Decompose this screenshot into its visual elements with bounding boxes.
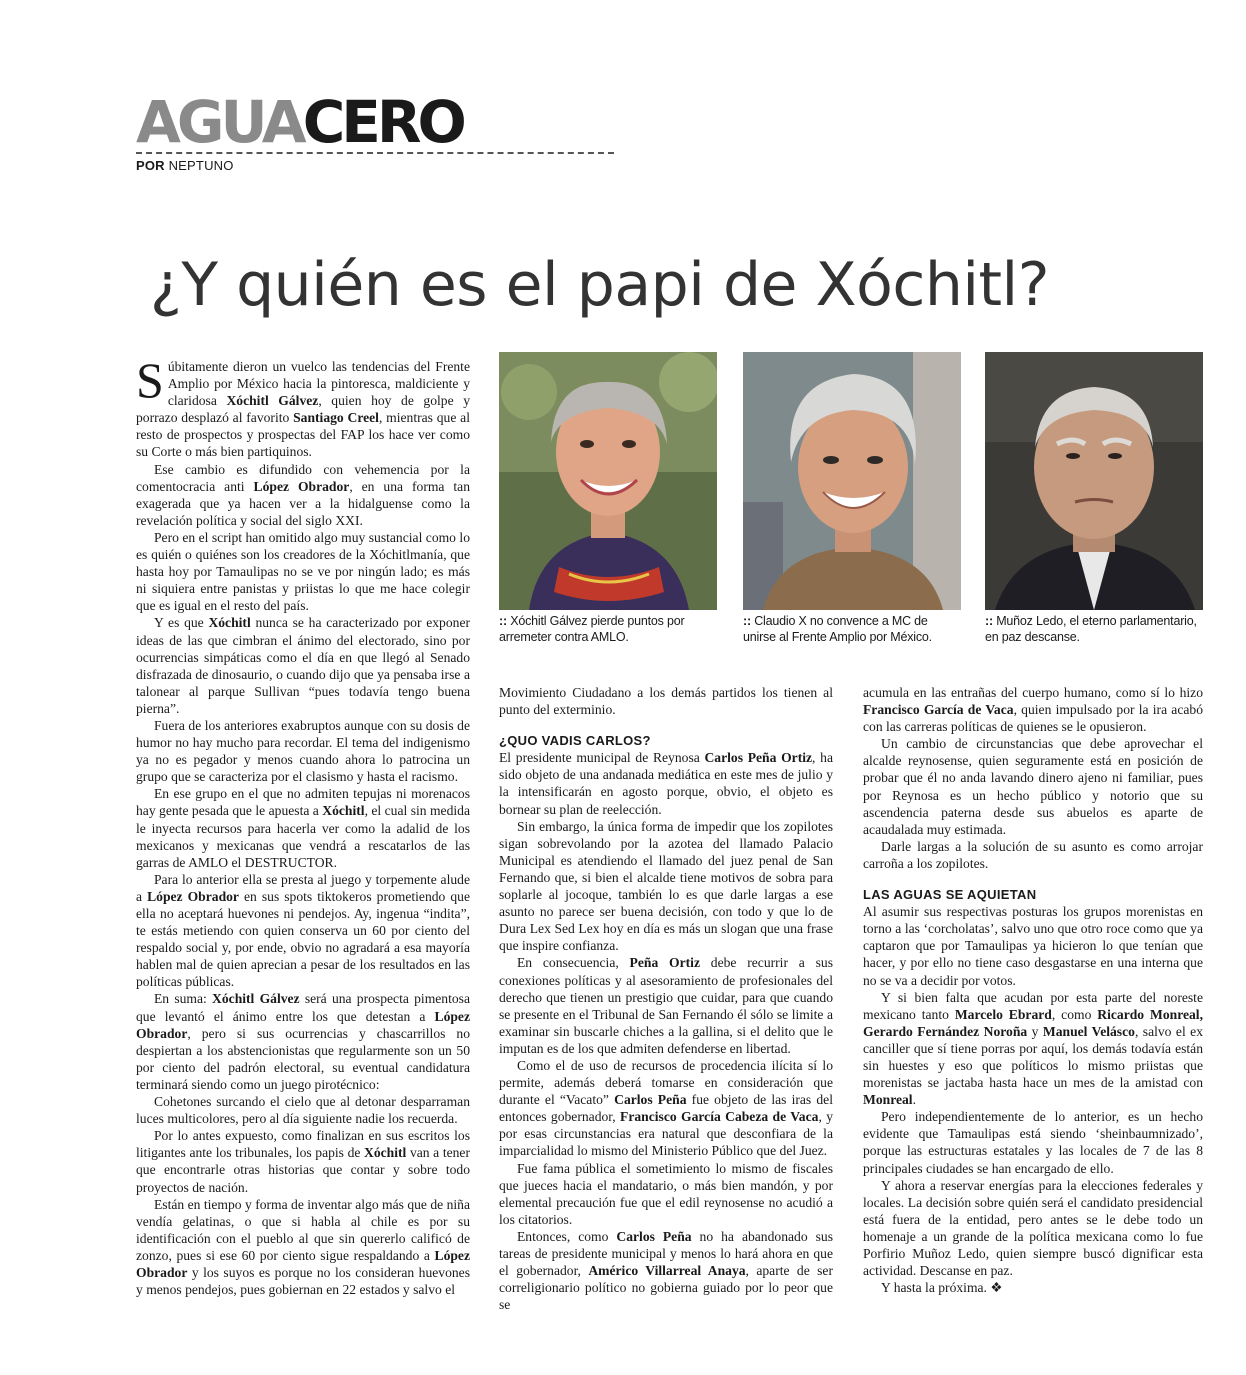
- article-column-3: [863, 684, 1203, 1296]
- article-headline: ¿Y quién es el papi de Xóchitl?: [150, 250, 1050, 320]
- paragraph: Al asumir sus respectivas posturas los grupos morenistas en torno a las ‘corcholatas’, salvo uno que otro roce como que ya captaron que por Tamaulipas ya hicieron lo que tenían que hacer, y por ello no tiene caso desgastarse en una interna que no se va a decidir por votos.: [863, 904, 1203, 988]
- paragraph: Y ahora a reservar energías para la elecciones federales y locales. La decisión sobre quién será el candidato presidencial está fuera de la entidad, pero antes se le debe todo un homenaje a un grande de la política mexicana como lo fue Porfirio Muñoz Ledo, quien siempre buscó dignificar esta actividad. Descanse en paz.: [863, 1177, 1203, 1279]
- logo-part-agua: AGUA: [136, 88, 303, 156]
- photo-caption: [499, 613, 717, 645]
- photo-claudio-x: [743, 352, 961, 610]
- caption-marks: ::: [499, 614, 507, 628]
- paragraph: Están en tiempo y forma de inventar algo más que de niña vendía gelatinas, o que si habla al chile es por su identificación con el pueblo al que sin quererlo calificó de zonzo, pues si ese 60 por ciento sigue respaldando a López Obrador y los suyos es porque no los consideran huevones y menos pendejos, pues gobiernan en 22 estados y salvo el: [136, 1196, 470, 1298]
- byline-author: NEPTUNO: [168, 158, 234, 173]
- paragraph: Por lo antes expuesto, como finalizan en sus escritos los litigantes ante los tribunales, los papis de Xóchitl van a tener que encontrarle otras historias que contar y sobre todo proyectos de nación.: [136, 1128, 470, 1195]
- caption-marks: ::: [743, 614, 751, 628]
- logo-part-cero: CERO: [302, 88, 463, 156]
- column-masthead: [136, 88, 614, 173]
- caption-marks: ::: [985, 614, 993, 628]
- photo-caption: [743, 613, 961, 645]
- paragraph: Darle largas a la solución de su asunto es como arrojar carroña a los zopilotes.: [863, 838, 1203, 871]
- photo-caption: [985, 613, 1203, 645]
- paragraph: Fuera de los anteriores exabruptos aunque con su dosis de humor no hay mucho para recordar. El tema del indigenismo ya no es pegador y menos cuando ahora lo patrocina un grupo que se caracteriza por el clasismo y hasta el racismo.: [136, 717, 470, 785]
- paragraph: acumula en las entrañas del cuerpo humano, como sí lo hizo Francisco García de Vaca, quien impulsado por la ira acabó con las carreras políticas de quienes se le opusieron.: [863, 685, 1203, 735]
- paragraph: Fue fama pública el sometimiento lo mismo de fiscales que jueces hacia el mandatario, o más bien mandón, y por elemental precaución fue que el edil reynosense no acudió a los citatorios.: [499, 1160, 833, 1227]
- photo-munoz-ledo: [985, 352, 1203, 610]
- section-subheading: LAS AGUAS SE AQUIETAN: [863, 887, 1037, 903]
- paragraph: En consecuencia, Peña Ortiz debe recurrir a sus conexiones políticas y al asesoramiento de profesionales del derecho que tienen un prestigio que cuidar, para que cuando se presente en el Tribunal de San Fernando él sólo se limite a examinar sin buscarle chiches a la gallina, si el delito que le imputan es de los que admiten defenderse en libertad.: [499, 955, 833, 1056]
- photo-xochitl-galvez: [499, 352, 717, 610]
- paragraph: Y hasta la próxima. ❖: [881, 1280, 1003, 1296]
- caption-text: Xóchitl Gálvez pierde puntos por arremeter contra AMLO.: [499, 614, 685, 644]
- paragraph: Entonces, como Carlos Peña no ha abandonado sus tareas de presidente municipal y menos lo hará ahora en que el gobernador, Américo Villarreal Anaya, aparte de ser correligionario político no gobierna guiado por lo peor que se: [499, 1228, 833, 1313]
- byline: [136, 158, 614, 173]
- paragraph: Cohetones surcando el cielo que al detonar desparraman luces multicolores, pero al día siguiente nadie los recuerda.: [136, 1094, 470, 1127]
- paragraph: Pero en el script han omitido algo muy sustancial como lo es quién o quiénes son los creadores de la Xóchitlmanía, que hasta hoy por Tamaulipas no se ve por ningún lado; es más ni siquiera entre panistas y priistas lo que me hace colegir que es igual en el resto del país.: [136, 529, 470, 614]
- drop-cap: S: [136, 352, 164, 408]
- paragraph: Sin embargo, la única forma de impedir que los zopilotes sigan sobrevolando por la azotea del llamado Palacio Municipal es atendiendo el llamado del juez penal de San Fernando que, si bien el alcalde tiene motivos de sobra para soplarle al jocoque, también lo es que darle largas a ese asunto no parece ser buena decisión, con todo y que lo de Dura Lex Sed Lex hoy en día es más un slogan que una frase que inspire confianza.: [499, 818, 833, 954]
- paragraph: Ese cambio es difundido con vehemencia por la comentocracia anti López Obrador, en una forma tan exagerada que ya hacen ver a la hidalguense como la revelación política y social del siglo XXI.: [136, 461, 470, 528]
- section-subheading: ¿QUO VADIS CARLOS?: [499, 733, 651, 749]
- paragraph: Pero independientemente de lo anterior, es un hecho evidente que Tamaulipas está siendo ‘sheinbaumnizado’, porque las estructuras estatales y las locales de 7 de las 8 principales ciudades se han encargado de ello.: [863, 1109, 1203, 1176]
- column-logo: [136, 88, 614, 156]
- article-column-1: [136, 352, 471, 1298]
- article-column-2: [499, 684, 833, 1313]
- paragraph: Como el de uso de recursos de procedencia ilícita sí lo permite, además deberá tomarse en consideración que durante el “Vacato” Carlos Peña fue objeto de las iras del entonces gobernador, Francisco García Cabeza de Vaca, y por esas circunstancias era natural que desconfiara de la imparcialidad lo mismo del Ministerio Público que del Juez.: [499, 1057, 833, 1159]
- paragraph: Para lo anterior ella se presta al juego y torpemente alude a López Obrador en sus spots tiktokeros prometiendo que ella no aceptará huevones ni pendejos. Ay, ingenua “indita”, te estás metiendo con quien conserva un 60 por ciento del respaldo social y, por ende, obvio no agradará a esa mayoría hablen mal de quien aprecian a pesar de los resultados en las políticas públicas.: [136, 871, 471, 990]
- caption-text: Muñoz Ledo, el eterno parlamentario, en paz descanse.: [985, 614, 1197, 644]
- paragraph: El presidente municipal de Reynosa Carlos Peña Ortiz, ha sido objeto de una andanada mediática en este mes de julio y la intensificarán en agosto porque, obvio, el objeto es bornear su plan de reelección.: [499, 750, 833, 817]
- paragraph: Un cambio de circunstancias que debe aprovechar el alcalde reynosense, quien seguramente está en posición de probar que él no anda lavando dinero ajeno ni familiar, pues por Reynosa es un hecho público y notorio que su ascendencia paterna desde sus abuelos es aparte de acaudalada muy estimada.: [863, 736, 1203, 837]
- paragraph: Movimiento Ciudadano a los demás partidos los tienen al punto del exterminio.: [499, 685, 833, 718]
- paragraph: Y si bien falta que acudan por esta parte del noreste mexicano tanto Marcelo Ebrard, como Ricardo Monreal, Gerardo Fernández Noroña y Manuel Velásco, salvo el ex canciller que sí tiene porras por aquí, los demás todavía están sin huestes y eso que políticos lo mismo priistas que morenistas se jactaba hasta hace un mes de la amistad con Monreal.: [863, 989, 1203, 1108]
- byline-prefix: POR: [136, 158, 165, 173]
- paragraph: En ese grupo en el que no admiten tepujas ni morenacos hay gente pesada que le apuesta a Xóchitl, el cual sin medida le inyecta recursos para hacerla ver como la adalid de los mexicanos y mexicanas que vendrá a rescatarlos de las garras de AMLO el DESTRUCTOR.: [136, 786, 470, 870]
- caption-text: Claudio X no convence a MC de unirse al Frente Amplio por México.: [743, 614, 932, 644]
- paragraph: Y es que Xóchitl nunca se ha caracterizado por exponer ideas de las que cimbran el ánimo del electorado, sino por ocurrencias simpáticas como el día en que llegó al Senado disfrazada de dinosaurio, o cuando dijo que ya pensaba irse a talonear al parque Sullivan “pues todavía tengo buena pierna”.: [136, 615, 471, 716]
- paragraph: En suma: Xóchitl Gálvez será una prospecta pimentosa que levantó el ánimo entre los que detestan a López Obrador, pero si sus ocurrencias y chascarrillos no despiertan a los abstencionistas que regularmente son un 50 por ciento del padrón electoral, su eventual candidatura terminará siendo como un juego pirotécnico:: [136, 991, 470, 1092]
- paragraph: Súbitamente dieron un vuelco las tendencias del Frente Amplio por México hacia la pintoresca, maldiciente y claridosa Xóchitl Gálvez, quien hoy de golpe y porrazo desplazó al favorito Santiago Creel, mientras que al resto de prospectos y prospectas del FAP los hace ver como su Corte o más bien partiquinos.: [136, 352, 470, 460]
